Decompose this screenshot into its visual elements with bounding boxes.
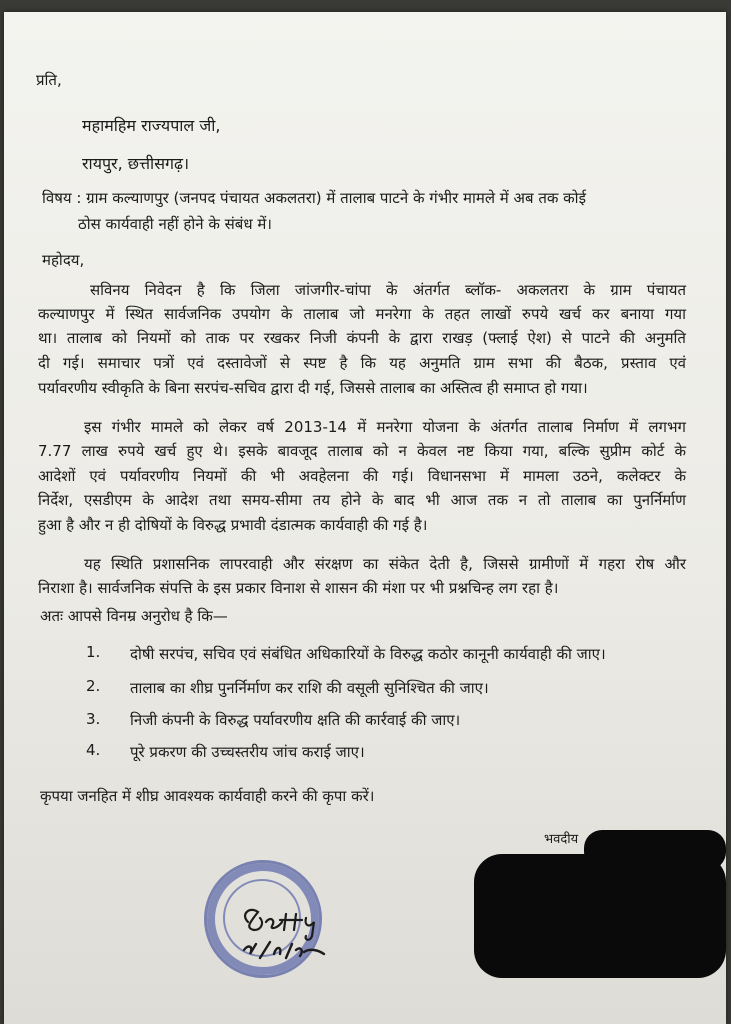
para1-line: कल्याणपुर में स्थित सार्वजनिक उपयोग के तालाब जो मनरेगा के तहत लाखों रुपये खर्च कर बनाया गया (38, 305, 686, 323)
request-number: 1. (86, 643, 101, 661)
para1-line: था। तालाब को नियमों को ताक पर रखकर निजी कंपनी के द्वारा राखड़ (फ्लाई ऐश) से पाटने की अनुमति (38, 329, 686, 347)
salutation: महोदय, (42, 251, 85, 269)
request-number: 4. (86, 741, 101, 759)
request-text: निजी कंपनी के विरुद्ध पर्यावरणीय क्षति की कार्रवाई की जाए। (130, 711, 461, 729)
request-number: 3. (86, 710, 101, 728)
handwritten-signature (230, 892, 340, 972)
para1-line: दी गई। समाचार पत्रों एवं दस्तावेजों से स्पष्ट है कि यह अनुमति ग्राम सभा की बैठक, प्रस्ताव एवं (38, 354, 686, 372)
para3-line: यह स्थिति प्रशासनिक लापरवाही और संरक्षण का संकेत देती है, जिससे ग्रामीणों में गहरा रोष और (84, 555, 686, 573)
subject-line-1: विषय : ग्राम कल्याणपुर (जनपद पंचायत अकलतरा) में तालाब पाटने के गंभीर मामले में अब तक कोई (42, 189, 586, 207)
recipient-prefix: प्रति, (36, 71, 62, 89)
para2-line: आदेशों एवं पर्यावरणीय नियमों की भी अवहेलना की गई। विधानसभा में मामला उठने, कलेक्टर के (38, 467, 686, 485)
para2-line: हुआ है और न ही दोषियों के विरुद्ध प्रभावी दंडात्मक कार्यवाही की गई है। (38, 516, 428, 534)
para2-line: इस गंभीर मामले को लेकर वर्ष 2013-14 में मनरेगा योजना के अंतर्गत तालाब निर्माण में लगभग (84, 418, 686, 436)
para2-line: 7.77 लाख रुपये खर्च हुए थे। इसके बावजूद तालाब को न केवल नष्ट किया गया, बल्कि सुप्रीम कोर्ट के (38, 442, 686, 460)
para1-line: पर्यावरणीय स्वीकृति के बिना सरपंच-सचिव द्वारा दी गई, जिससे तालाब का अस्तित्व ही समाप्त हो गया। (38, 379, 588, 397)
address: रायपुर, छत्तीसगढ़। (82, 154, 190, 173)
para1-line: सविनय निवेदन है कि जिला जांजगीर-चांपा के अंतर्गत ब्लॉक- अकलतरा के ग्राम पंचायत (90, 281, 686, 299)
addressee: महामहिम राज्यपाल जी, (82, 116, 221, 135)
request-text: तालाब का शीघ्र पुनर्निर्माण कर राशि की वसूली सुनिश्चित की जाए। (130, 679, 489, 697)
request-text: दोषी सरपंच, सचिव एवं संबंधित अधिकारियों के विरुद्ध कठोर कानूनी कार्यवाही की जाए। (130, 645, 606, 663)
para2-line: निर्देश, एसडीएम के आदेश तथा समय-सीमा तय होने के बाद भी आज तक न तो तालाब का पुनर्निर्माण (38, 491, 686, 509)
valediction: भवदीय (544, 832, 579, 847)
subject-line-2: ठोस कार्यवाही नहीं होने के संबंध में। (78, 215, 272, 233)
request-text: पूरे प्रकरण की उच्चस्तरीय जांच कराई जाए। (130, 743, 365, 761)
request-number: 2. (86, 677, 101, 695)
request-intro: अतः आपसे विनम्र अनुरोध है कि— (40, 607, 228, 625)
redaction-block (474, 854, 726, 978)
letter-page (4, 12, 726, 1024)
closing-request: कृपया जनहित में शीघ्र आवश्यक कार्यवाही करने की कृपा करें। (40, 787, 375, 805)
para3-line: निराशा है। सार्वजनिक संपत्ति के इस प्रकार विनाश से शासन की मंशा पर भी प्रश्नचिन्ह लग रहा है। (38, 579, 559, 597)
